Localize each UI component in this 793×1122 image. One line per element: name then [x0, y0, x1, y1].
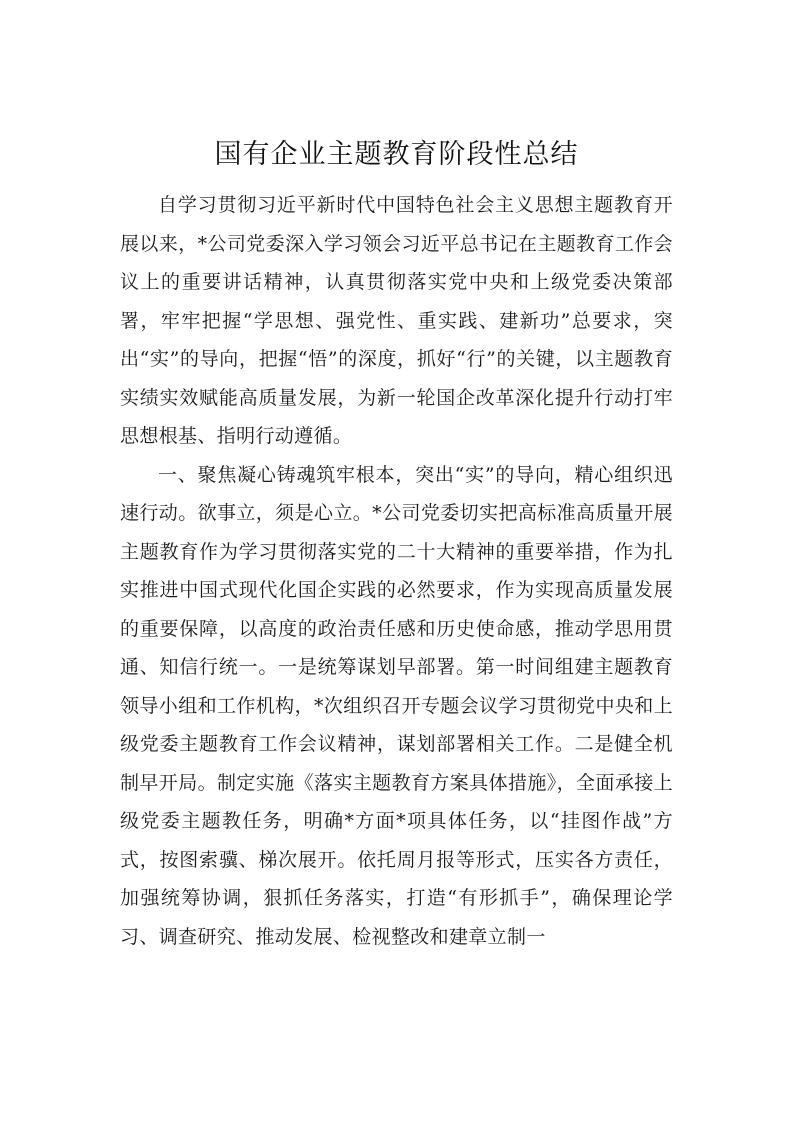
- paragraph-intro: 自学习贯彻习近平新时代中国特色社会主义思想主题教育开展以来，*公司党委深入学习领会习近平总书记在主题教育工作会议上的重要讲话精神，认真贯彻落实党中央和上级党委决策部署，牢牢把握“学思想、强党性、重实践、建新功”总要求，突出“实”的导向，把握“悟”的深度，抓好“行”的关键，以主题教育实绩实效赋能高质量发展，为新一轮国企改革深化提升行动打牢思想根基、指明行动遵循。: [120, 194, 673, 447]
- document-title: 国有企业主题教育阶段性总结: [214, 139, 579, 170]
- document-body: [120, 186, 673, 956]
- paragraph-section-one: 一、聚焦凝心铸魂筑牢根本，突出“实”的导向，精心组织迅速行动。欲事立，须是心立。*公司党委切实把高标准高质量开展主题教育作为学习贯彻落实党的二十大精神的重要举措，作为扎实推进中国式现代化国企实践的必然要求，作为实现高质量发展的重要保障，以高度的政治责任感和历史使命感，推动学思用贯通、知信行统一。一是统筹谋划早部署。第一时间组建主题教育领导小组和工作机构，*次组织召开专题会议学习贯彻党中央和上级党委主题教育工作会议精神，谋划部署相关工作。二是健全机制早开局。制定实施《落实主题教育方案具体措施》，全面承接上级党委主题教任务，明确*方面*项具体任务，以“挂图作战”方式，按图索骥、梯次展开。依托周月报等形式，压实各方责任，加强统筹协调，狠抓任务落实，打造“有形抓手”，确保理论学习、调查研究、推动发展、检视整改和建章立制一: [120, 463, 673, 948]
